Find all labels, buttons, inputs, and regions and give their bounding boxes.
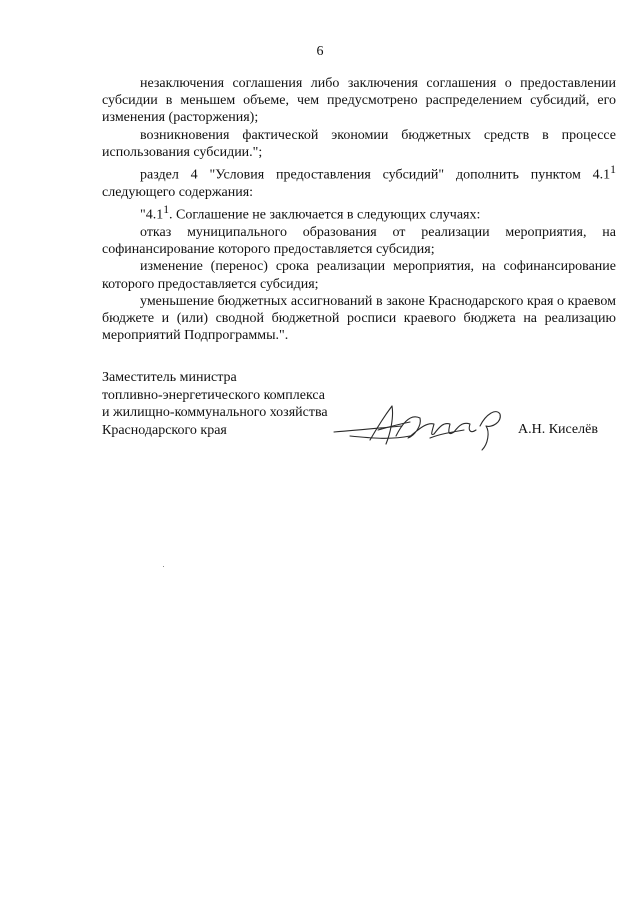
paragraph-4: "$4.1^1$. Соглашение не заключается в следующих случаях: bbox=[140, 203, 481, 223]
signer-position bbox=[102, 369, 328, 439]
signer-position-line: и жилищно-коммунального хозяйства bbox=[102, 405, 328, 421]
superscript: 1 bbox=[163, 203, 170, 217]
signer-position-line: Заместитель министра bbox=[102, 370, 237, 385]
handwritten-signature bbox=[330, 396, 520, 454]
paragraph-2: возникновения фактической экономии бюджетных средств в процессе использования субсидии."; bbox=[102, 127, 616, 160]
paragraph-6: изменение (перенос) срока реализации мероприятия, на софинансирование которого предоставляется субсидия; bbox=[102, 259, 616, 292]
paragraph-1: незаключения соглашения либо заключения соглашения о предоставлении субсидии в меньшем объеме, чем предусмотрено распределением субсидий, его изменения (расторжения); bbox=[102, 76, 616, 126]
paragraph-7: уменьшение бюджетных ассигнований в законе Краснодарского края о краевом бюджете и (или) сводной бюджетной росписи краевого бюджета на реализацию мероприятий Подпрограммы.". bbox=[102, 293, 616, 344]
signer-position-line: топливно-энергетического комплекса bbox=[102, 387, 325, 403]
scan-speck bbox=[163, 566, 164, 567]
signer-position-line: Краснодарского края bbox=[102, 422, 227, 438]
superscript: 1 bbox=[610, 163, 616, 177]
paragraph-5: отказ муниципального образования от реализации мероприятия, на софинансирование которого предоставляется субсидия; bbox=[102, 224, 616, 258]
page-number: 6 bbox=[316, 44, 324, 59]
body-text bbox=[102, 75, 616, 344]
paragraph-3: раздел 4 "Условия предоставления субсидий" дополнить пунктом $4.1^1$ следующего содержания: bbox=[102, 163, 616, 200]
signer-name: А.Н. Киселёв bbox=[518, 422, 598, 437]
